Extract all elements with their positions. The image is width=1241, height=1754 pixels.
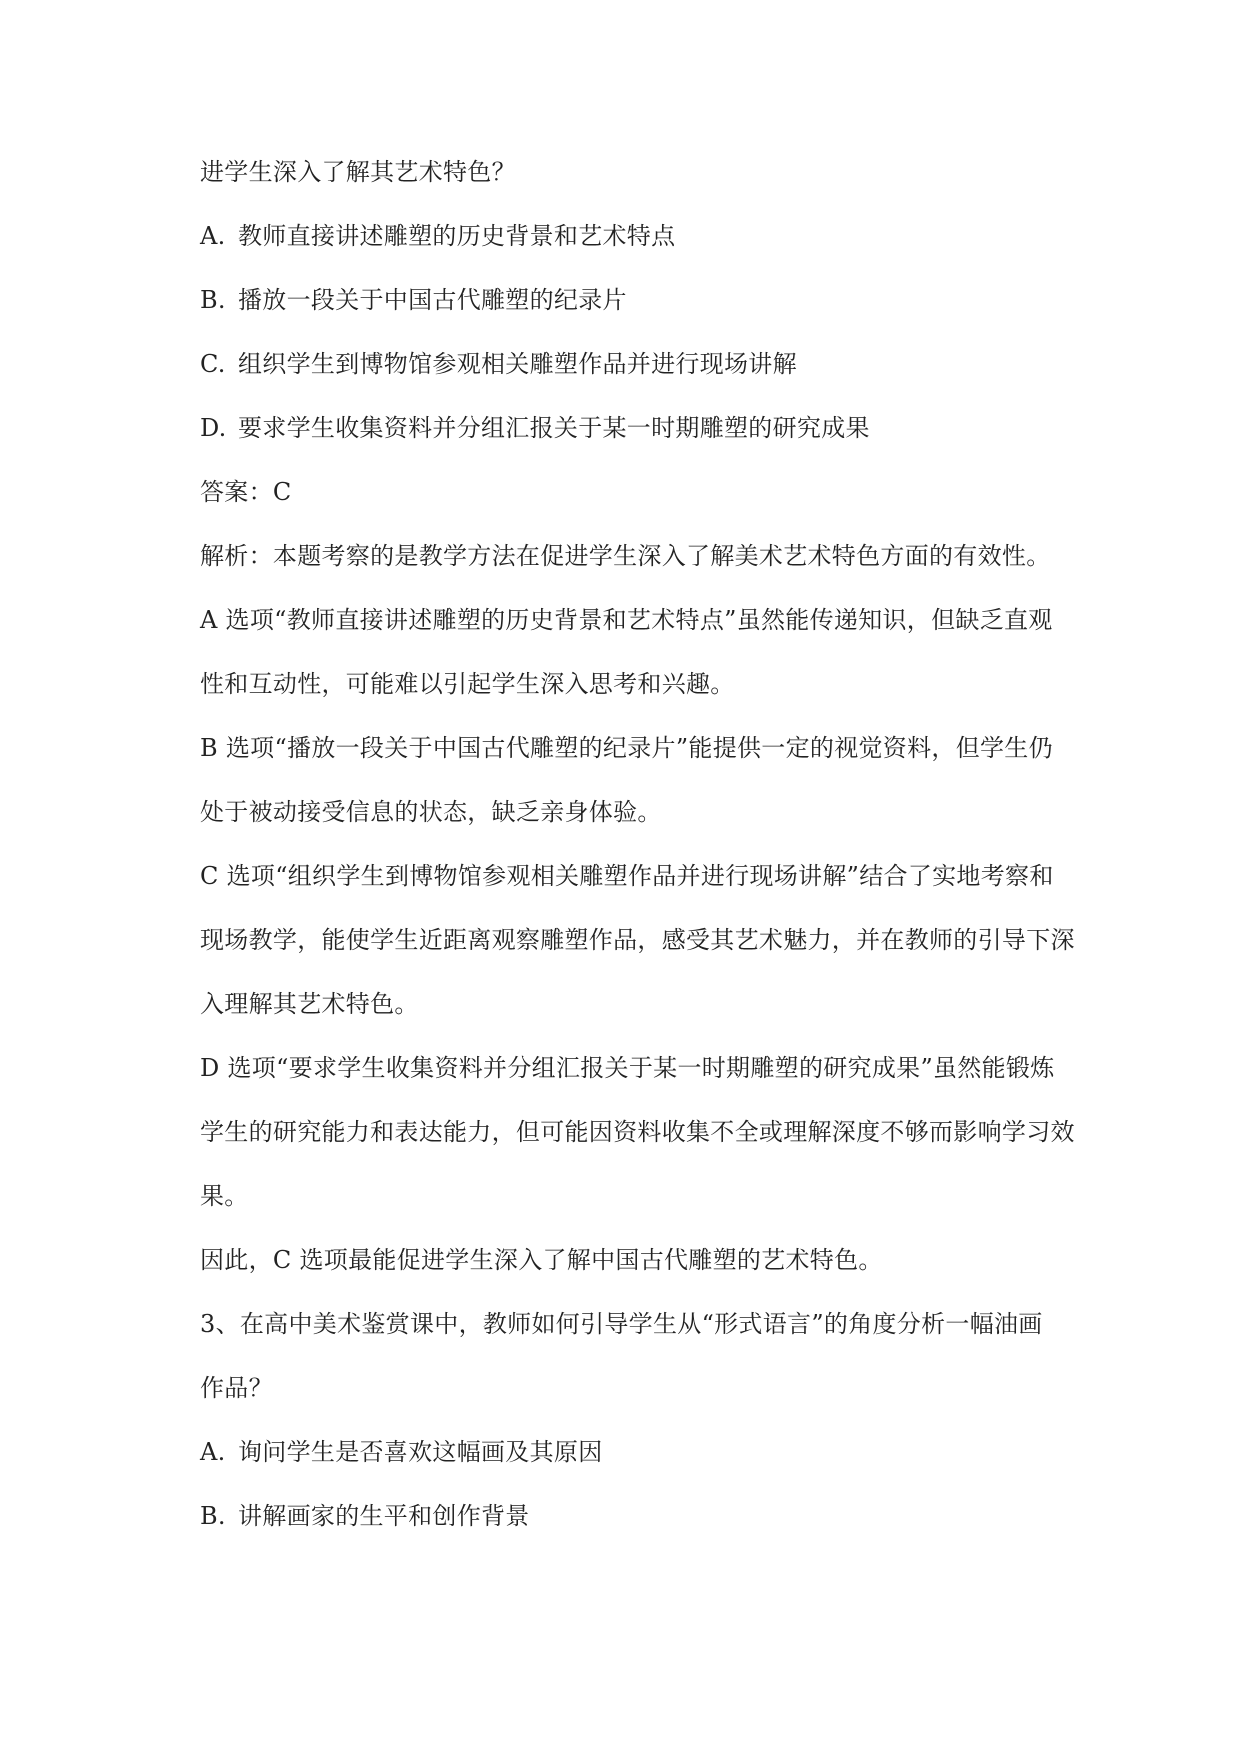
option-label: A. (200, 1438, 226, 1466)
analysis-conclusion: 因此，C 选项最能促进学生深入了解中国古代雕塑的艺术特色。 (200, 1246, 883, 1274)
analysis-line: A 选项“教师直接讲述雕塑的历史背景和艺术特点”虽然能传递知识，但缺乏直观 (200, 606, 1053, 634)
question-2-option-a (200, 204, 1090, 268)
option-text: 讲解画家的生平和创作背景 (238, 1502, 530, 1530)
question-2-answer: 答案：C (200, 478, 292, 506)
question-2-option-b (200, 268, 1090, 332)
question-3-stem: 3、在高中美术鉴赏课中，教师如何引导学生从“形式语言”的角度分析一幅油画 (200, 1310, 1043, 1338)
option-label: D. (200, 414, 227, 442)
analysis-line: 性和互动性，可能难以引起学生深入思考和兴趣。 (200, 670, 735, 698)
question-2-option-c (200, 332, 1090, 396)
analysis-line: C 选项“组织学生到博物馆参观相关雕塑作品并进行现场讲解”结合了实地考察和 (200, 862, 1054, 890)
question-2-stem-tail: 进学生深入了解其艺术特色？ (200, 158, 516, 186)
analysis-line: 学生的研究能力和表达能力，但可能因资料收集不全或理解深度不够而影响学习效 (200, 1118, 1075, 1146)
question-2-option-d (200, 396, 1090, 460)
option-text: 播放一段关于中国古代雕塑的纪录片 (238, 286, 627, 314)
option-text: 询问学生是否喜欢这幅画及其原因 (238, 1438, 603, 1466)
option-label: C. (200, 350, 226, 378)
option-text: 要求学生收集资料并分组汇报关于某一时期雕塑的研究成果 (238, 414, 870, 442)
option-label: B. (200, 1502, 226, 1530)
option-text: 组织学生到博物馆参观相关雕塑作品并进行现场讲解 (238, 350, 797, 378)
analysis-line: 现场教学，能使学生近距离观察雕塑作品，感受其艺术魅力，并在教师的引导下深 (200, 926, 1075, 954)
page-content (200, 140, 1090, 1548)
analysis-line: 处于被动接受信息的状态，缺乏亲身体验。 (200, 798, 662, 826)
analysis-line: 解析：本题考察的是教学方法在促进学生深入了解美术艺术特色方面的有效性。 (200, 542, 1051, 570)
option-label: A. (200, 222, 226, 250)
analysis-line: D 选项“要求学生收集资料并分组汇报关于某一时期雕塑的研究成果”虽然能锻炼 (200, 1054, 1055, 1082)
analysis-line: B 选项“播放一段关于中国古代雕塑的纪录片”能提供一定的视觉资料，但学生仍 (200, 734, 1053, 762)
question-3-option-a (200, 1420, 1090, 1484)
option-label: B. (200, 286, 226, 314)
option-text: 教师直接讲述雕塑的历史背景和艺术特点 (238, 222, 676, 250)
analysis-line: 入理解其艺术特色。 (200, 990, 419, 1018)
question-3-option-b (200, 1484, 1090, 1548)
analysis-line: 果。 (200, 1182, 249, 1210)
question-3-stem: 作品？ (200, 1374, 273, 1402)
